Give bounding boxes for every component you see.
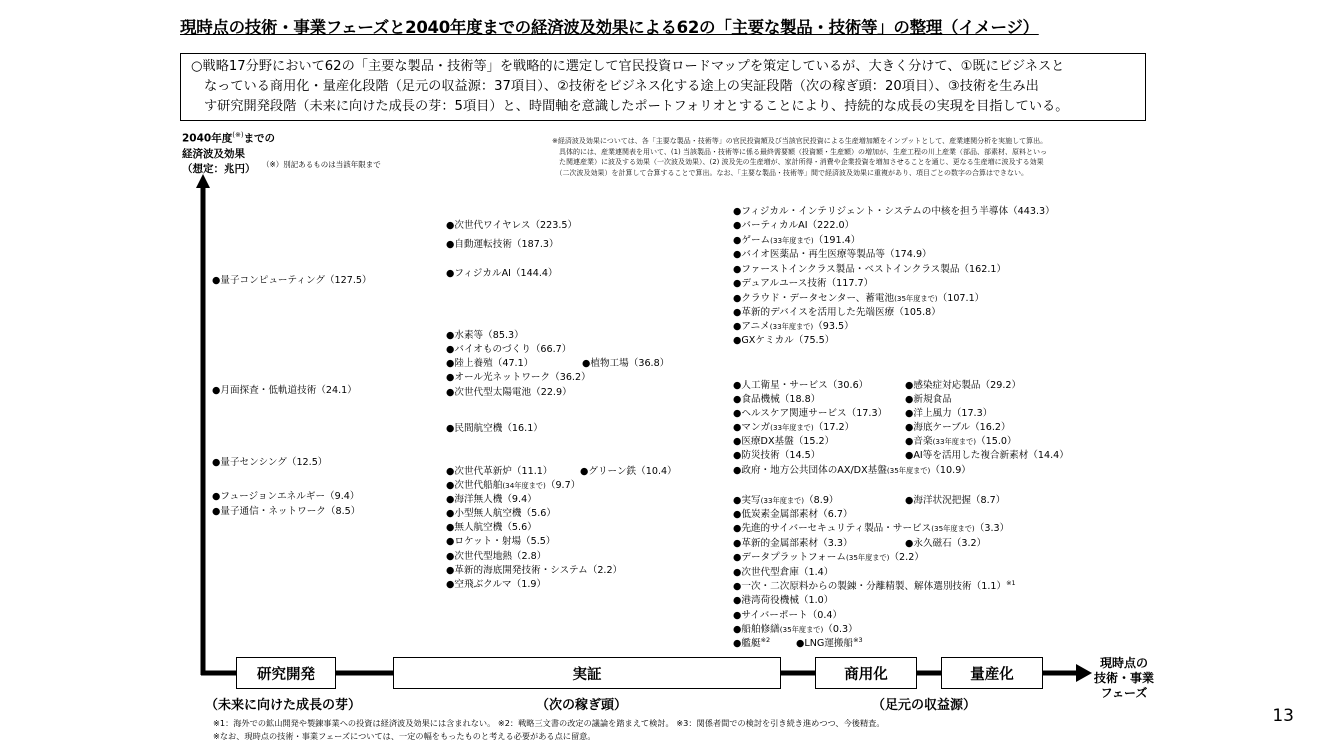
product-item-label: ●次世代型地熱（2.8） <box>446 551 547 562</box>
product-item-label: ●海底ケーブル（16.2） <box>905 422 1011 433</box>
product-item-label: ●革新的海底開発技術・システム（2.2） <box>446 565 623 576</box>
product-item-value: （9.7） <box>545 480 581 491</box>
product-item <box>733 433 834 447</box>
product-item-value: （10.9） <box>930 465 971 476</box>
product-item <box>733 447 820 461</box>
product-item <box>446 355 533 369</box>
product-item-deadline: (33年度まで) <box>770 423 814 432</box>
product-item <box>733 607 842 621</box>
footnote: ※なお、現時点の技術・事業フェーズについては、一定の幅をもったものと考える必要がある点に留意。 <box>213 731 596 741</box>
product-item-deadline: (34年度まで) <box>502 481 546 490</box>
summary-line: なっている商用化・量産化段階（足元の収益源：37項目）、②技術をビジネス化する途上の実証段階（次の稼ぎ頭：20項目）、③技術を生み出 <box>204 79 1039 94</box>
product-item <box>580 463 677 477</box>
product-item-label: ●実写 <box>733 495 761 506</box>
product-item-label: ●低炭素金属部素材（6.7） <box>733 509 853 520</box>
product-item <box>733 492 839 506</box>
product-item <box>446 341 571 355</box>
product-item-label: ●量子コンピューティング（127.5） <box>212 275 372 286</box>
product-item <box>446 236 559 250</box>
product-item-label: ●政府・地方公共団体のAX/DX基盤 <box>733 465 887 476</box>
product-item-label: ●植物工場（36.8） <box>582 358 670 369</box>
product-item <box>733 318 854 332</box>
product-item-label: ●次世代船舶 <box>446 480 503 491</box>
product-item-label: ●革新的デバイスを活用した先端医療（105.8） <box>733 307 941 318</box>
product-item <box>733 290 984 304</box>
product-item <box>733 203 1055 217</box>
product-item <box>733 405 887 419</box>
product-item <box>733 391 820 405</box>
product-item <box>733 275 873 289</box>
product-item-label: ●次世代革新炉（11.1） <box>446 466 553 477</box>
product-item-value: （15.0） <box>976 436 1017 447</box>
stage-research: 研究開発 <box>236 657 336 689</box>
sublabel-research: （未来に向けた成長の芽） <box>205 698 362 713</box>
product-item-label: ●次世代ワイヤレス（223.5） <box>446 220 578 231</box>
product-item <box>446 420 543 434</box>
product-item <box>905 405 992 419</box>
product-item-footnote-mark: ※2 <box>760 635 771 644</box>
product-item <box>212 503 360 517</box>
product-item <box>733 304 941 318</box>
product-item-label: ●船舶修繕 <box>733 624 780 635</box>
product-item-label: ●次世代型倉庫（1.4） <box>733 567 834 578</box>
product-item-value: （0.3） <box>823 624 858 635</box>
product-item-label: ●一次・二次原料からの製錬・分離精製、解体選別技術（1.1） <box>733 581 1007 592</box>
product-item <box>446 562 622 576</box>
product-item-deadline: (33年度まで) <box>770 236 814 245</box>
product-item-label: ●陸上養殖（47.1） <box>446 358 534 369</box>
product-item-label: ●海洋無人機（9.4） <box>446 494 537 505</box>
product-item-label: ●AI等を活用した複合新素材（14.4） <box>905 450 1069 461</box>
stage-demo: 実証 <box>393 657 781 689</box>
product-item <box>733 549 924 563</box>
x-axis-label <box>1094 656 1154 701</box>
product-item-deadline: (35年度まで) <box>779 625 824 634</box>
x-axis-label-line: フェーズ <box>1100 686 1148 700</box>
product-item <box>446 576 546 590</box>
product-item-footnote-mark: ※1 <box>1006 578 1016 587</box>
product-item-label: ●バイオ医薬品・再生医療等製品等（174.9） <box>733 249 932 260</box>
product-item <box>733 217 854 231</box>
product-item <box>733 535 853 549</box>
product-item-label: ●デュアルユース技術（117.7） <box>733 278 874 289</box>
product-item-label: ●量子通信・ネットワーク（8.5） <box>212 506 361 517</box>
product-item-value: （17.2） <box>813 422 855 433</box>
product-item-label: ●水素等（85.3） <box>446 330 524 341</box>
product-item-deadline: (35年度まで) <box>931 524 975 533</box>
product-item-label: ●フィジカルAI（144.4） <box>446 268 558 279</box>
product-item-label: ●民間航空機（16.1） <box>446 423 543 434</box>
footnote: ※1：海外での鉱山開発や製錬事業への投資は経済波及効果には含まれない。 ※2：戦略三文書の改定の議論を踏まえて検討。 ※3：関係者間での検討を引き続き進めつつ、今後精査。 <box>213 718 885 728</box>
product-item-label: ●バイオものづくり（66.7） <box>446 344 572 355</box>
product-item-label: ●革新的金属部素材（3.3） <box>733 538 853 549</box>
product-item <box>582 355 669 369</box>
product-item <box>733 621 858 635</box>
product-item <box>905 377 1021 391</box>
product-item-label: ●医療DX基盤（15.2） <box>733 436 835 447</box>
product-item <box>905 419 1011 433</box>
product-item <box>905 391 952 405</box>
product-item-label: ●オール光ネットワーク（36.2） <box>446 372 591 383</box>
product-item <box>446 384 572 398</box>
product-item-label: ●バーティカルAI（222.0） <box>733 220 855 231</box>
product-item <box>212 382 357 396</box>
product-item <box>905 447 1069 461</box>
product-item <box>733 520 1009 534</box>
x-axis-label-line: 現時点の <box>1100 656 1149 670</box>
product-item-label: ●人工衛星・サービス（30.6） <box>733 380 869 391</box>
product-item-label: ●量子センシング（12.5） <box>212 457 328 468</box>
page-number: 13 <box>1272 706 1294 726</box>
summary-line: ○戦略17分野において62の「主要な製品・技術等」を戦略的に選定して官民投資ロードマップを策定しているが、大きく分けて、①既にビジネスと <box>191 59 1065 74</box>
sublabel-demo: （次の稼ぎ頭） <box>536 698 628 713</box>
y-axis-label-until: までの <box>243 132 276 145</box>
product-item <box>446 491 537 505</box>
product-item <box>733 506 853 520</box>
product-item <box>446 463 552 477</box>
product-item-value: （107.1） <box>937 293 985 304</box>
product-item-deadline: (33年度まで) <box>932 437 977 446</box>
product-item-label: ●防災技術（14.5） <box>733 450 821 461</box>
y-axis-note: （※）別記あるものは当該年限まで <box>262 160 381 169</box>
product-item-footnote-mark: ※3 <box>853 635 863 644</box>
product-item <box>446 533 556 547</box>
product-item <box>733 592 833 606</box>
product-item-label: ●アニメ <box>733 321 770 332</box>
y-axis-arrowhead <box>196 174 210 188</box>
y-axis-label-year: 2040年度 <box>182 132 233 145</box>
product-item-label: ●ヘルスケア関連サービス（17.3） <box>733 408 888 419</box>
stage-mass: 量産化 <box>941 657 1043 689</box>
product-item-label: ●データプラットフォーム <box>733 552 846 563</box>
product-item-label: ●艦艇 <box>733 638 761 649</box>
product-item-value: （191.4） <box>813 235 861 246</box>
product-item-label: ●海洋状況把握（8.7） <box>905 495 1006 506</box>
product-item-value: （3.3） <box>974 523 1010 534</box>
product-item-label: ●空飛ぶクルマ（1.9） <box>446 579 547 590</box>
product-item-label: ●マンガ <box>733 422 771 433</box>
y-axis-label-note-mark: (※) <box>232 131 244 139</box>
product-item <box>733 232 860 246</box>
product-item <box>446 519 537 533</box>
product-item-label: ●小型無人航空機（5.6） <box>446 508 556 519</box>
product-item-label: ●永久磁石（3.2） <box>905 538 987 549</box>
product-item-value: （93.5） <box>813 321 854 332</box>
summary-line: す研究開発段階（未来に向けた成長の芽：5項目）と、時間軸を意識したポートフォリオとすることにより、持続的な成長の実現を目指している。 <box>204 99 1069 114</box>
product-item <box>733 261 1006 275</box>
product-item-deadline: (35年度まで) <box>845 553 890 562</box>
product-item-label: ●サイバーポート（0.4） <box>733 610 843 621</box>
y-axis-label-effect: 経済波及効果 <box>182 147 245 160</box>
calc-note-line: 具体的には、産業連関表を用いて、(1) 当該製品・技術等に係る最終需要額（投資額・生産額）の増加が、生産工程の川上産業（部品、部素材、原料といっ <box>552 147 1047 156</box>
product-item <box>733 578 1016 592</box>
x-axis-arrowhead <box>1076 664 1092 682</box>
product-item <box>905 492 1005 506</box>
product-item-label: ●次世代型太陽電池（22.9） <box>446 387 572 398</box>
product-item <box>733 462 971 476</box>
calc-note-line: た関連産業）に波及する効果（一次波及効果）、(2) 波及先の生産増が、家計所得・消費や企業投資を増加させることを通じ、更なる生産増に波及する効果 <box>552 158 1044 166</box>
product-item-deadline: (35年度まで) <box>894 294 938 303</box>
product-item <box>733 377 868 391</box>
product-item-label: ●LNG運搬船 <box>796 638 854 649</box>
product-item-value: （2.2） <box>889 552 924 563</box>
product-item <box>733 246 932 260</box>
product-item-label: ●フィジカル・インテリジェント・システムの中核を担う半導体（443.3） <box>733 206 1055 217</box>
product-item <box>905 535 986 549</box>
product-item <box>446 265 558 279</box>
product-item-label: ●GXケミカル（75.5） <box>733 335 835 346</box>
product-item-label: ●感染症対応製品（29.2） <box>905 380 1022 391</box>
product-item-label: ●新規食品 <box>905 394 952 405</box>
product-item <box>446 505 556 519</box>
calc-note-line: ※経済波及効果については、各「主要な製品・技術等」の官民投資額及び当該官民投資による生産増加額をインプットとして、産業連関分析を実施して算出。 <box>552 137 1048 145</box>
product-item <box>733 419 854 433</box>
product-item-label: ●ロケット・射場（5.5） <box>446 536 556 547</box>
product-item-deadline: (33年度まで) <box>760 496 805 505</box>
product-item-label: ●フュージョンエネルギー（9.4） <box>212 491 360 502</box>
product-item-deadline: (33年度まで) <box>769 322 814 331</box>
product-item <box>446 327 524 341</box>
product-item <box>796 635 863 649</box>
product-item <box>446 217 577 231</box>
product-item-label: ●音楽 <box>905 436 933 447</box>
x-axis-label-line: 技術・事業 <box>1094 671 1155 685</box>
product-item <box>446 548 546 562</box>
product-item <box>212 454 327 468</box>
product-item-label: ●ファーストインクラス製品・ベストインクラス製品（162.1） <box>733 264 1007 275</box>
y-axis-label-unit: （想定：兆円） <box>182 162 256 175</box>
product-item <box>905 433 1017 447</box>
product-item-label: ●ゲーム <box>733 235 771 246</box>
product-item-label: ●先進的サイバーセキュリティ製品・サービス <box>733 523 932 534</box>
product-item <box>733 332 834 346</box>
sublabel-commercial: （足元の収益源） <box>872 698 977 713</box>
product-item-value: （8.9） <box>804 495 839 506</box>
product-item <box>212 272 372 286</box>
product-item-deadline: (35年度まで) <box>886 466 931 475</box>
product-item-label: ●洋上風力（17.3） <box>905 408 993 419</box>
product-item <box>446 369 591 383</box>
stage-commercial: 商用化 <box>815 657 917 689</box>
product-item <box>733 635 770 649</box>
product-item-label: ●自動運転技術（187.3） <box>446 239 559 250</box>
product-item <box>212 488 359 502</box>
product-item <box>733 564 833 578</box>
product-item-label: ●グリーン鉄（10.4） <box>580 466 677 477</box>
calc-note-line: （二次波及効果）を計算して合算することで算出。なお、「主要な製品・技術等」間で経済波及効果に重複があり、項目ごとの数字の合算はできない。 <box>552 168 1028 177</box>
product-item-label: ●港湾荷役機械（1.0） <box>733 595 834 606</box>
product-item-label: ●月面探査・低軌道技術（24.1） <box>212 385 357 396</box>
product-item-label: ●無人航空機（5.6） <box>446 522 537 533</box>
product-item-label: ●食品機械（18.8） <box>733 394 821 405</box>
page-title: 現時点の技術・事業フェーズと2040年度までの経済波及効果による62の「主要な製品・技術等」の整理（イメージ） <box>180 18 1039 37</box>
product-item <box>446 477 580 491</box>
product-item-label: ●クラウド・データセンター、蓄電池 <box>733 293 895 304</box>
